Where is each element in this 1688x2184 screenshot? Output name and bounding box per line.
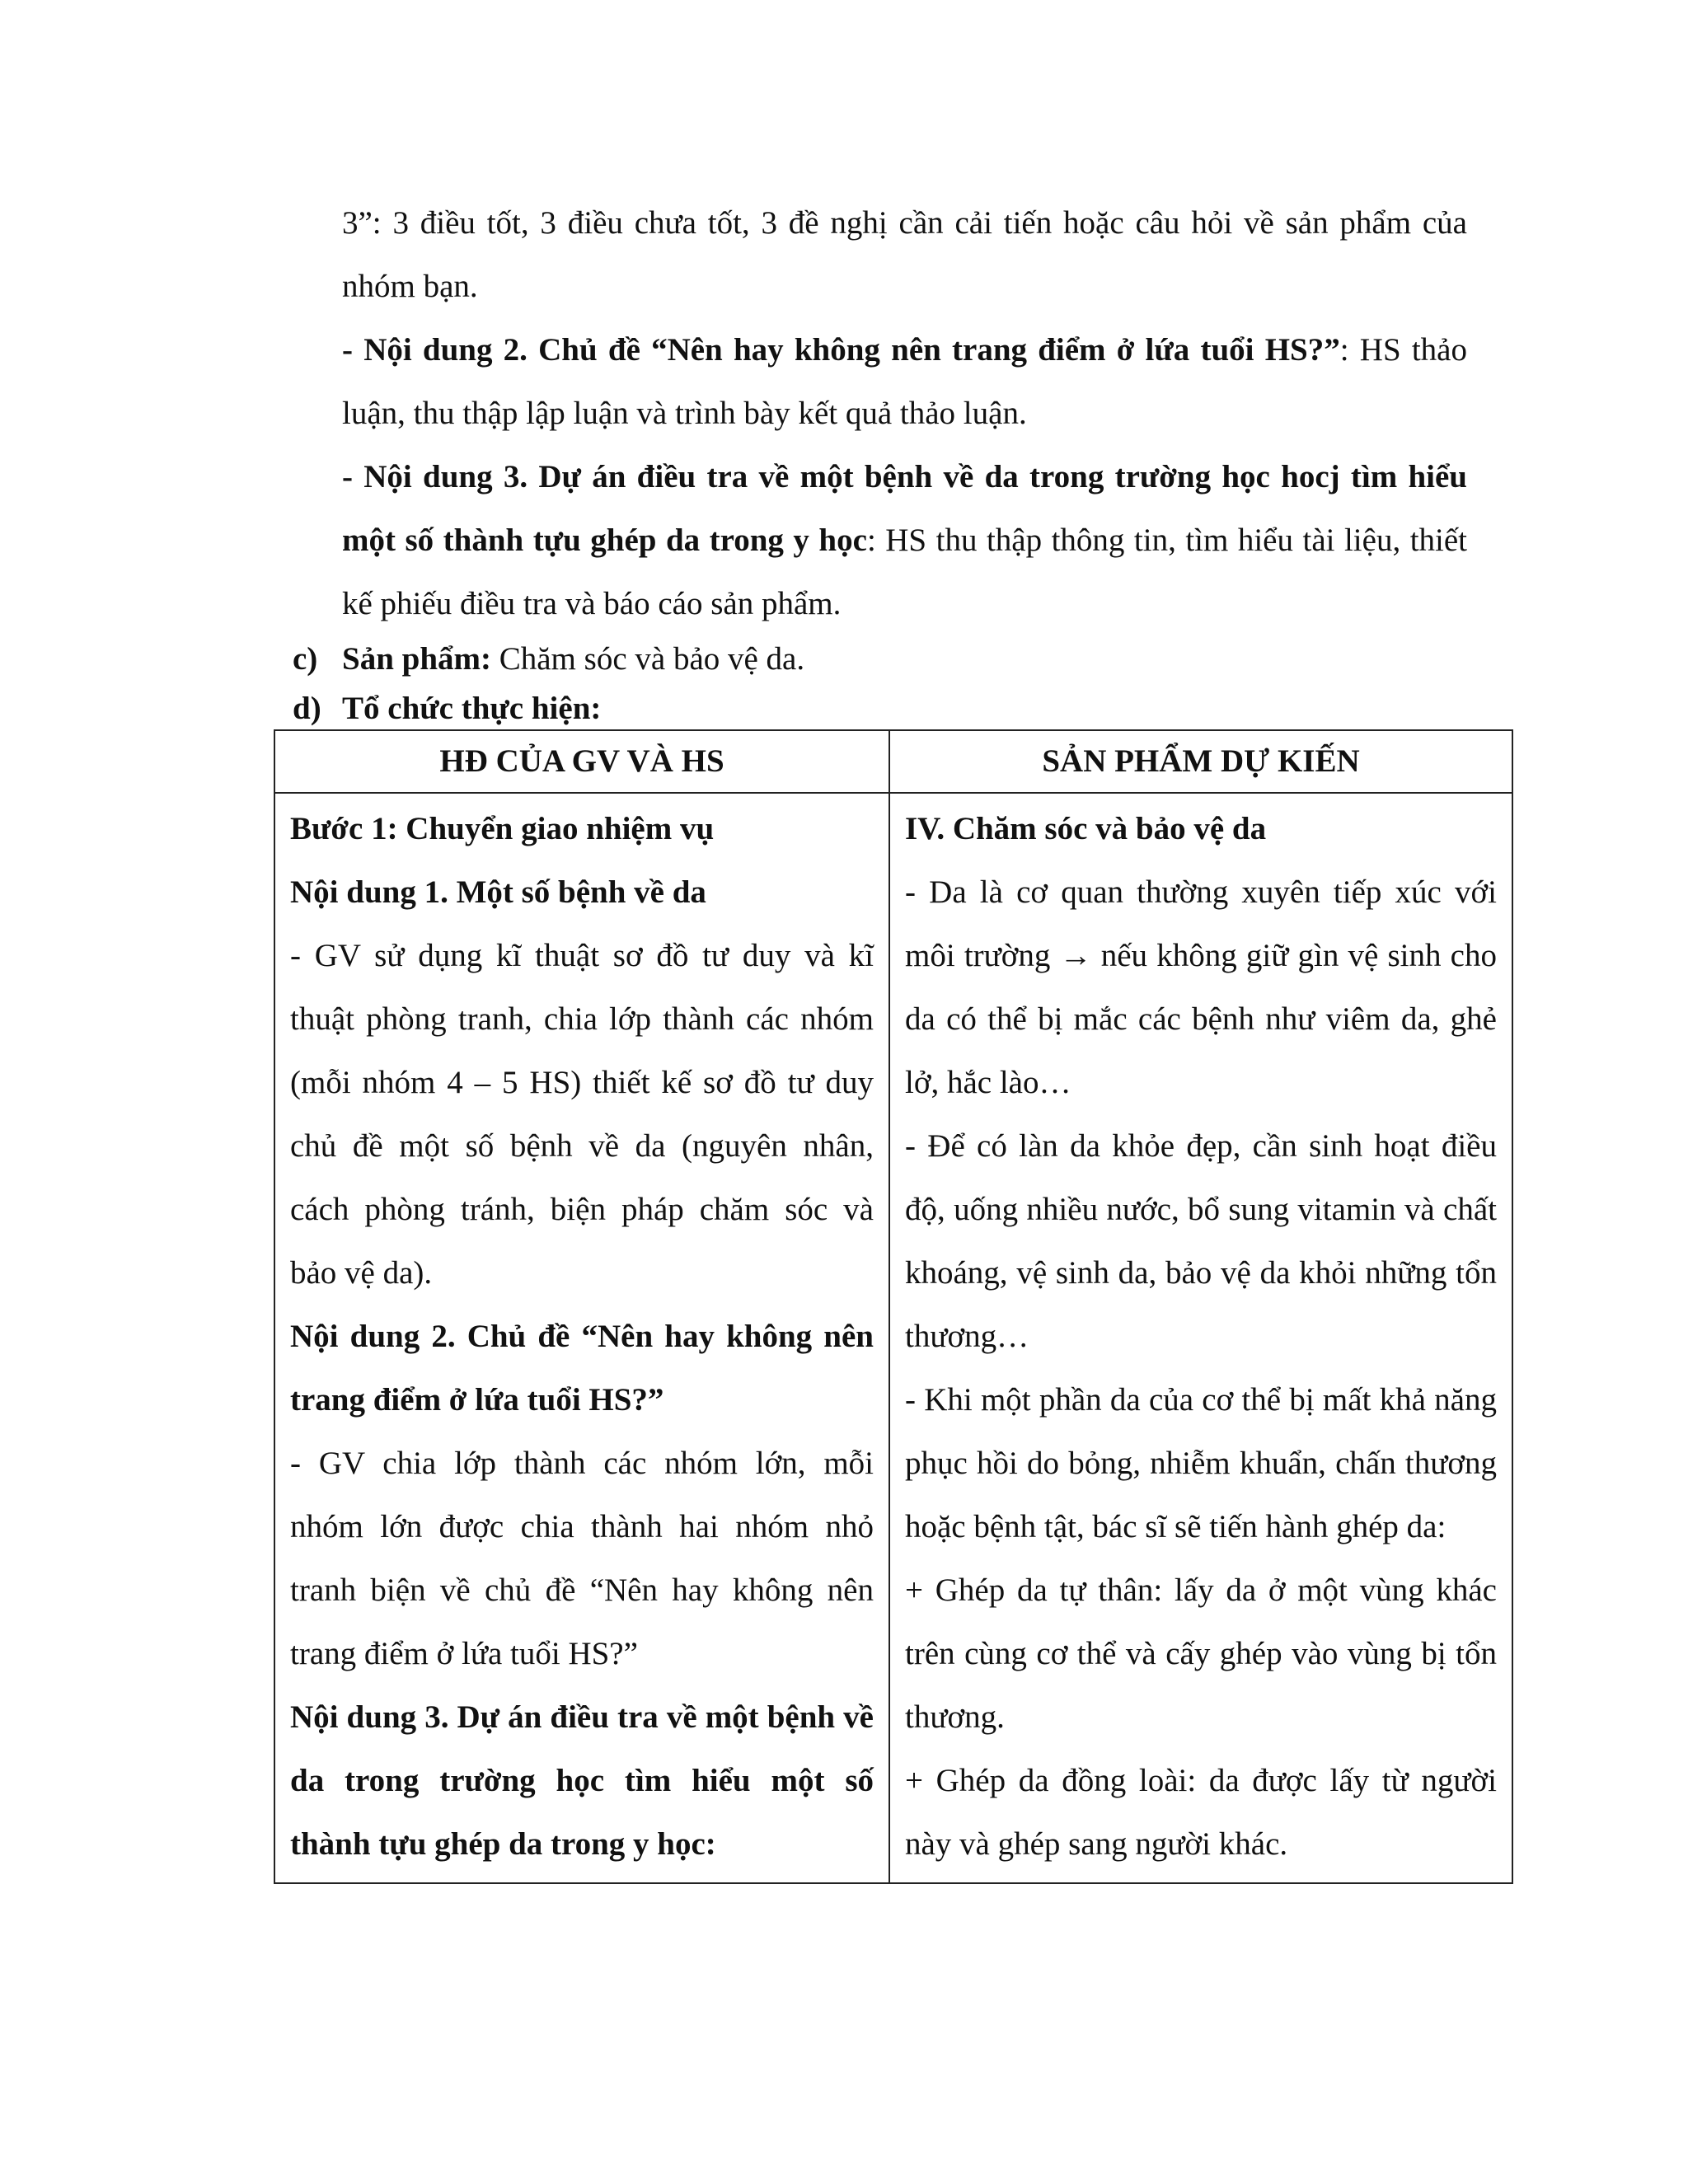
list-label-d: d) [293,691,321,726]
section-list [293,635,1471,733]
content-2-heading: Nội dung 2. Chủ đề “Nên hay không nên trang điểm ở lứa tuổi HS?” [290,1319,874,1418]
skin-paragraph-1: - Da là cơ quan thường xuyên tiếp xúc với môi trường → nếu không giữ gìn vệ sinh cho da có thể bị mắc các bệnh như viêm da, ghẻ lở, hắc lào… [905,874,1497,1100]
product-label: Sản phẩm: [342,641,491,677]
content-1-heading: Nội dung 1. Một số bệnh về da [290,874,706,910]
content-3-title: - Nội dung 3. Dự án điều tra về một bệnh về da trong trường học hocj tìm hiểu một số thành tựu ghép da trong y học [342,459,1467,558]
skin-paragraph-2: - Để có làn da khỏe đẹp, cần sinh hoạt điều độ, uống nhiều nước, bổ sung vitamin và chất khoáng, vệ sinh da, bảo vệ da khỏi những tổn thương… [905,1128,1497,1354]
content-3-heading: Nội dung 3. Dự án điều tra về một bệnh về da trong trường học tìm hiểu một số thành tựu ghép da trong y học: [290,1699,874,1862]
intro-section [342,191,1467,635]
product-text: Chăm sóc và bảo vệ da. [490,641,805,677]
content-2-description: - GV chia lớp thành các nhóm lớn, mỗi nhóm lớn được chia thành hai nhóm nhỏ tranh biện về chủ đề “Nên hay không nên trang điểm ở lứa tuổi HS?” [290,1446,874,1671]
product-cell [889,793,1512,1883]
activity-cell [274,793,889,1883]
header-teacher-student-activity: HĐ CỦA GV VÀ HS [274,730,889,793]
intro-paragraph-2 [342,318,1467,445]
skin-paragraph-3: - Khi một phần da của cơ thể bị mất khả năng phục hồi do bỏng, nhiễm khuẩn, chấn thương hoặc bệnh tật, bác sĩ sẽ tiến hành ghép da: [905,1382,1497,1544]
content-2-title: - Nội dung 2. Chủ đề “Nên hay không nên trang điểm ở lứa tuổi HS?” [342,332,1340,368]
content-2-text: : HS thảo luận, thu thập lập luận và trình bày kết quả thảo luận. [342,332,1467,431]
header-expected-product: SẢN PHẨM DỰ KIẾN [889,730,1512,793]
activity-table [274,729,1513,1884]
skin-care-heading: IV. Chăm sóc và bảo vệ da [905,811,1267,846]
list-label-c: c) [293,641,318,677]
table-header-row [274,730,1512,793]
skin-paragraph-4: + Ghép da tự thân: lấy da ở một vùng khác trên cùng cơ thể và cấy ghép vào vùng bị tổn thương. [905,1572,1497,1735]
content-3-text: : HS thu thập thông tin, tìm hiểu tài liệu, thiết kế phiếu điều tra và báo cáo sản phẩm. [342,523,1468,621]
organization-label: Tổ chức thực hiện: [342,691,602,726]
intro-paragraph-1: 3”: 3 điều tốt, 3 điều chưa tốt, 3 đề nghị cần cải tiến hoặc câu hỏi về sản phẩm của nhóm bạn. [342,205,1467,304]
intro-paragraph-3 [342,445,1467,635]
content-1-text: - GV sử dụng kĩ thuật sơ đồ tư duy và kĩ thuật phòng tranh, chia lớp thành các nhóm (mỗi nhóm 4 – 5 HS) thiết kế sơ đồ tư duy chủ đề một số bệnh về da (nguyên nhân, cách phòng tránh, biện pháp chăm sóc và bảo vệ da). [290,938,874,1291]
list-item-organization [293,684,1471,733]
step-1-title: Bước 1: Chuyển giao nhiệm vụ [290,811,715,846]
table-row [274,793,1512,1883]
skin-paragraph-5: + Ghép da đồng loài: da được lấy từ người này và ghép sang người khác. [905,1763,1497,1862]
list-item-product [293,635,1471,684]
